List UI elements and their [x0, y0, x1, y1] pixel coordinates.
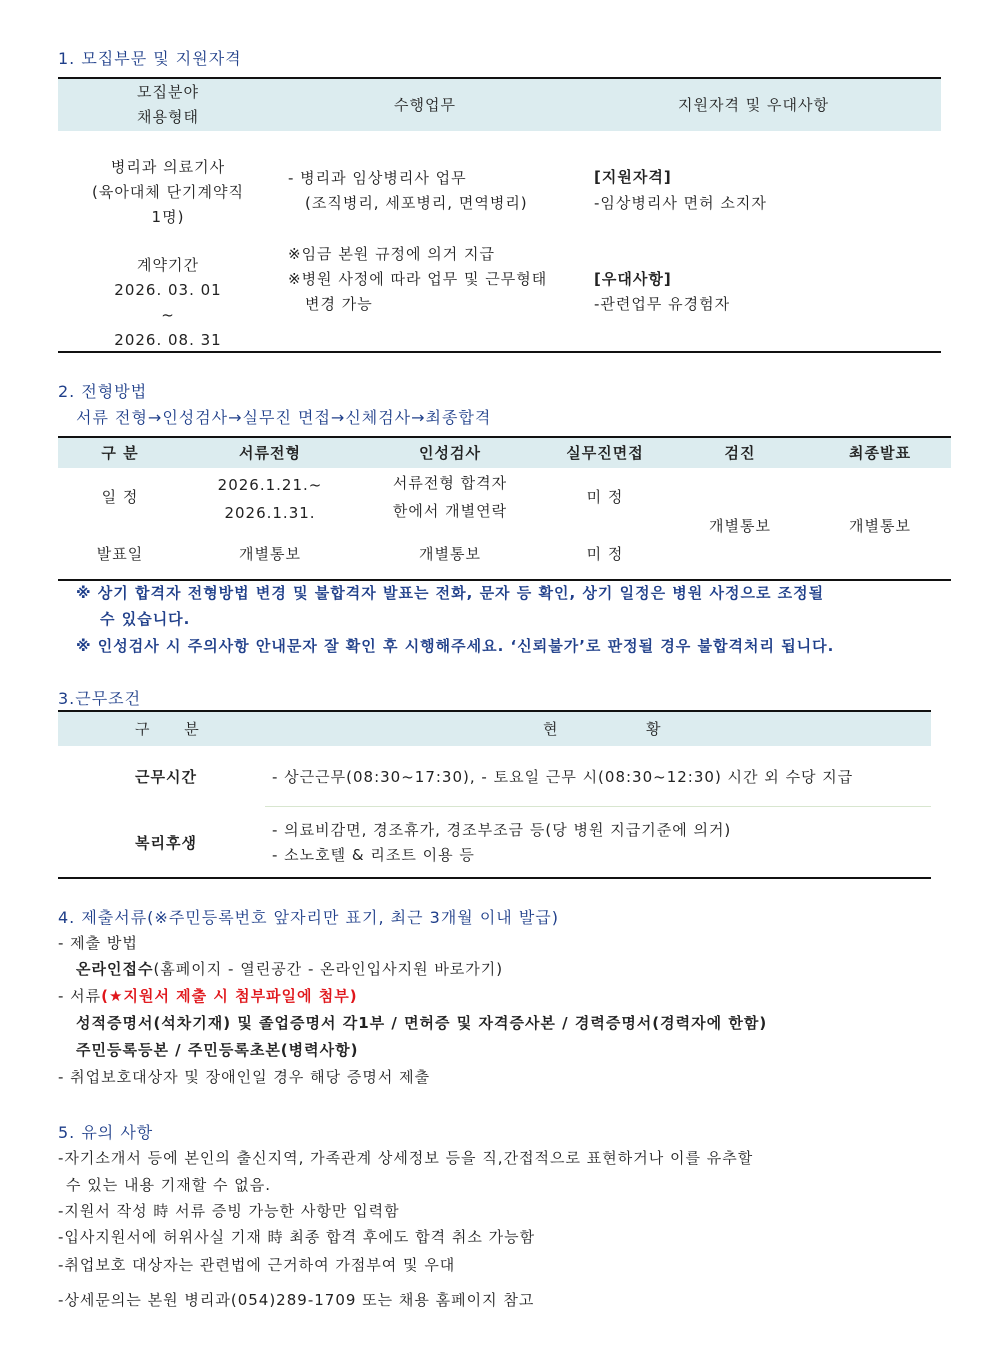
selection-flow: 서류 전형→인성검사→실무진 면접→신체검사→최종합격	[76, 408, 492, 427]
documents-line2: 주민등록등본 / 주민등록초본(병력사항)	[76, 1041, 359, 1059]
qualification-text: -임상병리사 면허 소지자	[594, 194, 767, 212]
contract-period	[58, 253, 278, 353]
caution-5: -상세문의는 본원 병리과(054)289-1709 또는 채용 홈페이지 참고	[58, 1291, 535, 1309]
change-note-cont: 변경 가능	[305, 295, 373, 313]
interview-announce: 미 정	[586, 545, 624, 563]
notice-1-cont: 수 있습니다.	[100, 610, 191, 628]
aptitude-announce: 개별통보	[419, 545, 481, 563]
document-dates	[205, 473, 335, 526]
final-notice: 개별통보	[849, 517, 911, 535]
submit-method-label: - 제출 방법	[58, 934, 138, 952]
row-announce-label: 발표일	[96, 545, 144, 563]
table3-col-status-b: 황	[646, 720, 662, 738]
contract-end: 2026. 08. 31	[114, 331, 222, 349]
table1-col-qualifications: 지원자격 및 우대사항	[678, 96, 829, 114]
contract-period-label: 계약기간	[137, 256, 199, 274]
row-schedule-label: 일 정	[101, 488, 139, 506]
interview-schedule: 미 정	[586, 488, 624, 506]
task-line2: (조직병리, 세포병리, 면역병리)	[305, 194, 528, 212]
aptitude-schedule	[375, 471, 525, 524]
documents-label	[58, 984, 358, 1009]
position-count: 1명)	[151, 208, 185, 226]
welfare-line2: - 소노호텔 & 리조트 이용 등	[272, 846, 475, 864]
notice-2: ※ 인성검사 시 주의사항 안내문자 잘 확인 후 시행해주세요. ‘신뢰불가’로 판정될 경우 불합격처리 됩니다.	[76, 637, 835, 655]
table3-row-divider	[265, 806, 931, 807]
table2-col-interview: 실무진면접	[566, 444, 644, 462]
table1-col-position-line2: 채용형태	[137, 108, 199, 126]
position-type: (육아대체 단기계약직	[91, 183, 245, 201]
aptitude-line1: 서류전형 합격자	[392, 474, 508, 492]
position-cell	[58, 155, 278, 230]
table2-col-document: 서류전형	[239, 444, 301, 462]
section1-heading: 1. 모집부문 및 지원자격	[58, 49, 242, 68]
caution-2: -지원서 작성 時 서류 증빙 가능한 사항만 입력함	[58, 1202, 400, 1220]
online-apply-path: (홈페이지 - 열린공간 - 온라인입사지원 바로가기)	[153, 960, 504, 978]
attachment-note: (★지원서 제출 시 첨부파일에 첨부)	[101, 987, 358, 1005]
online-apply: 온라인접수	[76, 960, 154, 978]
document-date-end: 2026.1.31.	[224, 504, 316, 522]
document-announce: 개별통보	[239, 545, 301, 563]
contract-start: 2026. 03. 01	[114, 281, 222, 299]
position-name: 병리과 의료기사	[110, 158, 226, 176]
section4-heading: 4. 제출서류(※주민등록번호 앞자리만 표기, 최근 3개월 이내 발급)	[58, 908, 559, 927]
table1-col-position-line1: 모집분야	[137, 83, 199, 101]
table3-bottom-rule	[58, 877, 931, 879]
contract-tilde: ~	[161, 306, 175, 324]
document-date-start: 2026.1.21.~	[217, 476, 323, 494]
section5-heading: 5. 유의 사항	[58, 1123, 154, 1142]
table2-col-category: 구 분	[101, 444, 139, 462]
table2-col-checkup: 검진	[724, 444, 756, 462]
documents-line3: - 취업보호대상자 및 장애인일 경우 해당 증명서 제출	[58, 1068, 431, 1086]
table3-col-category: 구 분	[135, 720, 200, 738]
change-note: ※병원 사정에 따라 업무 및 근무형태	[288, 270, 548, 288]
caution-4: -취업보호 대상자는 관련법에 근거하여 가점부여 및 우대	[58, 1256, 456, 1274]
task-line1: - 병리과 임상병리사 업무	[288, 169, 467, 187]
preference-title: [우대사항]	[594, 270, 672, 288]
welfare-label: 복리후생	[135, 834, 197, 852]
salary-note: ※임금 본원 규정에 의거 지급	[288, 245, 496, 263]
work-hours-label: 근무시간	[135, 768, 197, 786]
caution-3: -입사지원서에 허위사실 기재 時 최종 합격 후에도 합격 취소 가능함	[58, 1228, 536, 1246]
table3-col-status-a: 현	[543, 720, 559, 738]
welfare-line1: - 의료비감면, 경조휴가, 경조부조금 등(당 병원 지급기준에 의거)	[272, 821, 732, 839]
table1-col-tasks: 수행업무	[394, 96, 456, 114]
table1-bottom-rule	[58, 351, 941, 353]
qualification-title: [지원자격]	[594, 168, 672, 186]
aptitude-line2: 한에서 개별연락	[392, 502, 508, 520]
table2-bottom-rule	[58, 579, 951, 581]
section3-heading: 3.근무조건	[58, 689, 142, 708]
documents-prefix: - 서류	[58, 987, 102, 1005]
checkup-notice: 개별통보	[709, 517, 771, 535]
submit-method	[76, 957, 503, 982]
notice-1: ※ 상기 합격자 전형방법 변경 및 불합격자 발표는 전화, 문자 등 확인, 상기 일정은 병원 사정으로 조정될	[76, 584, 825, 602]
preference-text: -관련업무 유경험자	[594, 295, 731, 313]
documents-line1: 성적증명서(석차기재) 및 졸업증명서 각1부 / 면허증 및 자격증사본 / 경력증명서(경력자에 한함)	[76, 1014, 768, 1032]
table2-col-final: 최종발표	[849, 444, 911, 462]
table1-col-position	[58, 80, 278, 130]
table2-col-aptitude: 인성검사	[419, 444, 481, 462]
caution-1-cont: 수 있는 내용 기재할 수 없음.	[66, 1176, 271, 1194]
caution-1: -자기소개서 등에 본인의 출신지역, 가족관계 상세정보 등을 직,간접적으로 표현하거나 이를 유추할	[58, 1149, 754, 1167]
section2-heading: 2. 전형방법	[58, 382, 148, 401]
work-hours-text: - 상근근무(08:30~17:30), - 토요일 근무 시(08:30~12:30) 시간 외 수당 지급	[272, 768, 854, 786]
